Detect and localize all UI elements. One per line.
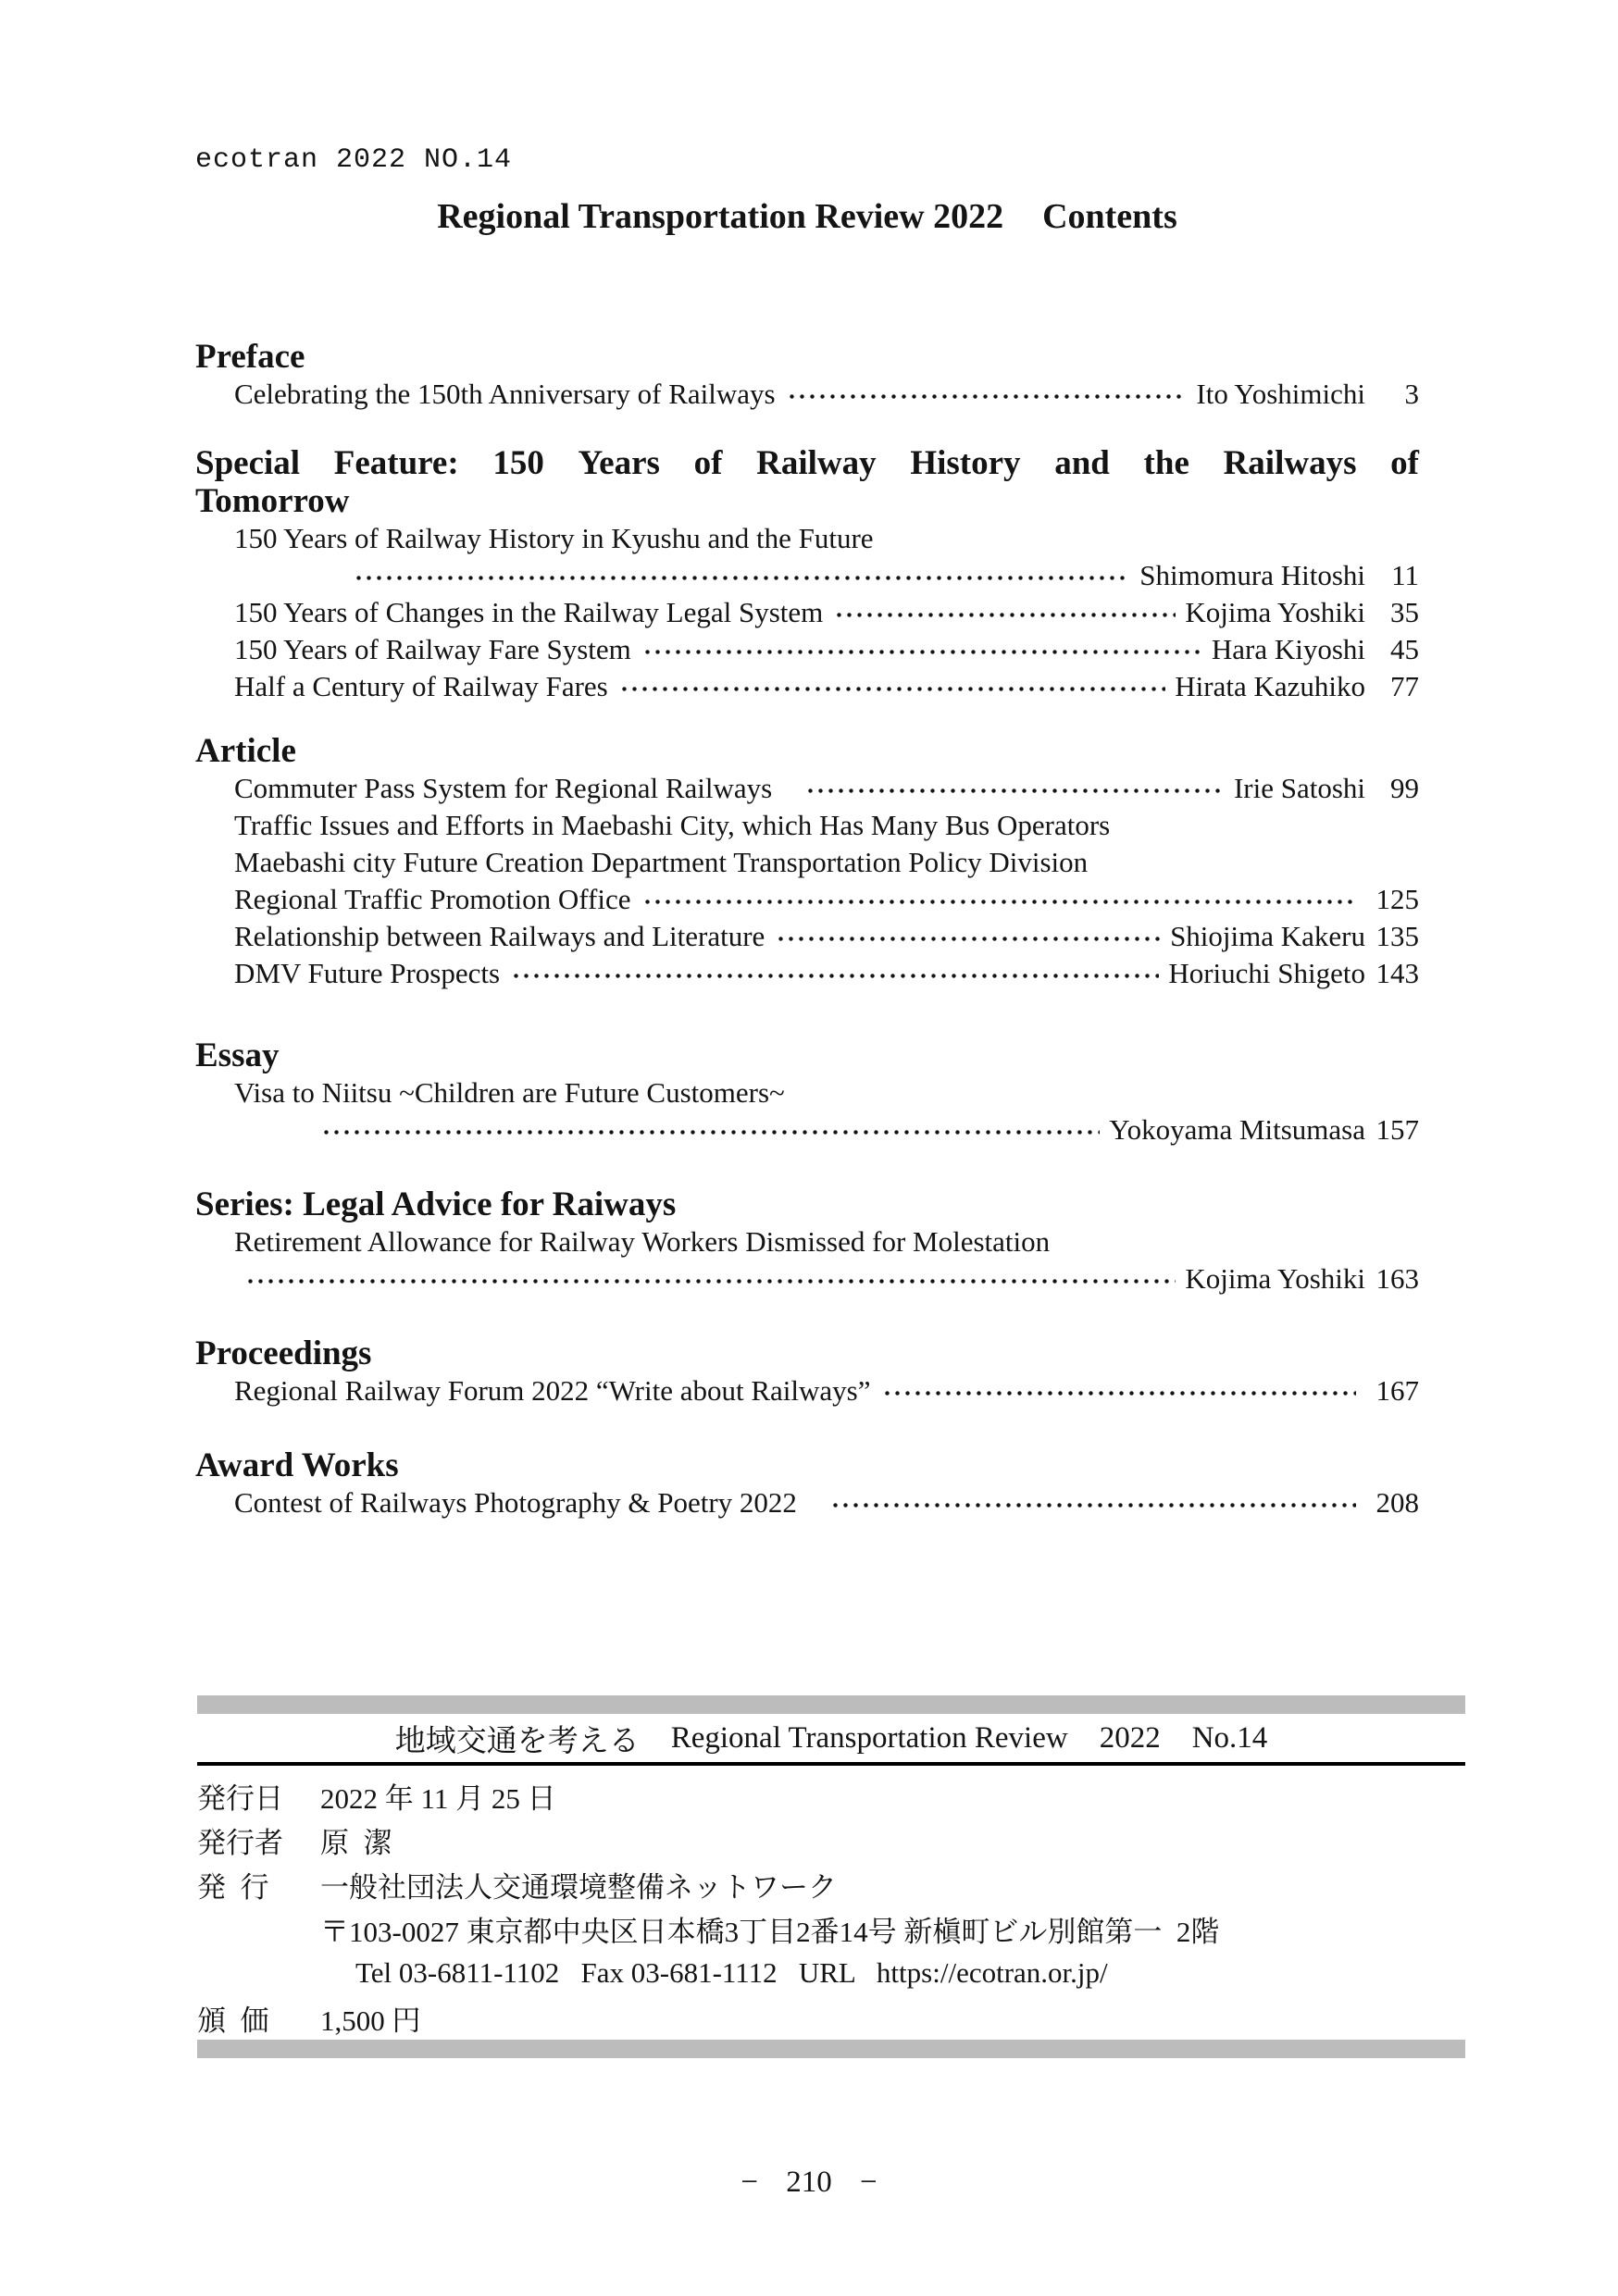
entry-title: 150 Years of Railway History in Kyushu and the Future (234, 522, 874, 554)
entry-title: Traffic Issues and Efforts in Maebashi City, which Has Many Bus Operators (234, 809, 1111, 841)
toc-entry-line (195, 1111, 1419, 1148)
colophon-row-label: 発行者 (197, 1826, 283, 1859)
heading-word: Special (195, 444, 301, 482)
heading-word: 150 (492, 444, 544, 482)
table-of-contents (195, 338, 1419, 1521)
colophon-title-part: 地域交通を考える (394, 1724, 640, 1758)
dot-leader (641, 881, 1356, 918)
entry-title: 150 Years of Railway Fare System (234, 633, 631, 665)
heading-word: Feature: (333, 444, 459, 482)
entry-author: Hara Kiyoshi (1211, 633, 1365, 665)
colophon-row-label: 発行日 (197, 1781, 283, 1815)
colophon-row-value: 一般社団法人交通環境整備ネットワーク (320, 1870, 837, 1904)
heading-word: Railway (756, 444, 877, 482)
colophon-row-value: Tel 03-6811-1102 Fax 03-681-1112 URL https://ecotran.or.jp/ (355, 1956, 1108, 1989)
heading-word: and (1054, 444, 1110, 482)
entry-page-number: 35 (1390, 596, 1419, 628)
entry-page-number: 45 (1390, 633, 1419, 665)
heading-word: the (1143, 444, 1189, 482)
section-heading: Award Works (195, 1446, 399, 1484)
toc-section (195, 1185, 1419, 1297)
toc-entry-line (195, 594, 1419, 631)
colophon-row-value: 2022 年 11 月 25 日 (320, 1781, 556, 1815)
entry-title: Contest of Railways Photography & Poetry 2022 (234, 1486, 797, 1519)
toc-section (195, 1334, 1419, 1409)
entry-author: Yokoyama Mitsumasa (1109, 1113, 1365, 1146)
dot-leader (243, 1260, 1176, 1297)
section-heading: Essay (195, 1036, 280, 1074)
toc-section (195, 732, 1419, 992)
entry-page-number: 77 (1390, 670, 1419, 702)
entry-page-number: 125 (1375, 883, 1419, 915)
toc-entry-line (195, 807, 1419, 844)
entry-title: Maebashi city Future Creation Department Transportation Policy Division (234, 846, 1089, 878)
section-heading (195, 444, 1419, 520)
toc-section (195, 1036, 1419, 1148)
heading-word: History (910, 444, 1021, 482)
colophon-title-part: No.14 (1191, 1720, 1268, 1755)
entry-page-number: 167 (1375, 1374, 1419, 1407)
toc-entry-line (195, 376, 1419, 413)
dot-leader (352, 557, 1130, 594)
entry-page-number: 143 (1375, 957, 1419, 989)
dot-leader (509, 955, 1159, 992)
entry-author: Kojima Yoshiki (1185, 1262, 1365, 1295)
entry-author: Irie Satoshi (1233, 772, 1365, 804)
heading-word: of (1390, 444, 1419, 482)
colophon-row-label: 頒 価 (197, 2004, 269, 2037)
entry-author: Hirata Kazuhiko (1175, 670, 1365, 702)
entry-author: Ito Yoshimichi (1196, 378, 1365, 410)
dot-leader (617, 668, 1166, 705)
section-heading: Proceedings (195, 1334, 372, 1372)
colophon-title-part: 2022 (1099, 1720, 1161, 1755)
colophon-row-value: 〒103-0027 東京都中央区日本橋3丁目2番14号 新槇町ビル別館第一 2階 (320, 1915, 1220, 1948)
entry-author: Horiuchi Shigeto (1168, 957, 1365, 989)
toc-entry-line (195, 770, 1419, 807)
colophon-row-value: 1,500 円 (320, 2004, 421, 2037)
colophon-title-part: Regional Transportation Review (670, 1720, 1068, 1755)
toc-entry-line (195, 1223, 1419, 1260)
entry-title: Retirement Allowance for Railway Workers Dismissed for Molestation (234, 1225, 1051, 1258)
colophon-row (197, 1862, 1465, 1906)
dot-leader (641, 631, 1202, 668)
colophon-row-value: 原 潔 (320, 1826, 392, 1859)
colophon-rows (197, 1766, 1465, 2040)
colophon-row (197, 1995, 1465, 2040)
toc-entry-line (195, 881, 1419, 918)
colophon-title (197, 1714, 1465, 1762)
toc-entry-line (195, 955, 1419, 992)
dot-leader (803, 770, 1225, 807)
entry-author: Shiojima Kakeru (1170, 920, 1365, 952)
toc-entry-line (195, 1260, 1419, 1297)
toc-entry-line (195, 1372, 1419, 1409)
page-title-suffix: Contents (1042, 197, 1177, 236)
toc-section (195, 1446, 1419, 1521)
toc-entry-line (195, 844, 1419, 881)
entry-title: Regional Railway Forum 2022 “Write about Railways” (234, 1374, 871, 1407)
entry-title: Half a Century of Railway Fares (234, 670, 608, 702)
toc-entry-line (195, 520, 1419, 557)
toc-entry-line (195, 1074, 1419, 1111)
section-heading-line: Tomorrow (195, 482, 350, 520)
page-title (195, 196, 1419, 237)
toc-entry-line (195, 668, 1419, 705)
heading-word: of (693, 444, 723, 482)
entry-author: Shimomura Hitoshi (1139, 559, 1365, 591)
entry-author: Kojima Yoshiki (1185, 596, 1365, 628)
heading-word: Railways (1223, 444, 1357, 482)
dot-leader (774, 918, 1161, 955)
divider-bar-top (197, 1695, 1465, 1714)
dot-leader (832, 594, 1176, 631)
entry-title: Commuter Pass System for Regional Railways (234, 772, 773, 804)
dot-leader (828, 1484, 1356, 1521)
issue-header: ecotran 2022 NO.14 (195, 144, 513, 176)
entry-title: 150 Years of Changes in the Railway Legal System (234, 596, 824, 628)
dot-leader (319, 1111, 1100, 1148)
colophon (197, 1695, 1465, 2058)
entry-title: DMV Future Prospects (234, 957, 501, 989)
entry-title: Celebrating the 150th Anniversary of Railways (234, 378, 776, 410)
entry-title: Visa to Niitsu ~Children are Future Customers~ (234, 1076, 785, 1109)
colophon-row-label: 発 行 (197, 1870, 269, 1904)
entry-page-number: 163 (1375, 1262, 1419, 1295)
colophon-row (197, 1906, 1465, 1951)
entry-page-number: 3 (1404, 378, 1419, 410)
section-heading: Series: Legal Advice for Raiways (195, 1185, 677, 1223)
entry-page-number: 99 (1390, 772, 1419, 804)
page-title-main: Regional Transportation Review 2022 (437, 197, 1004, 236)
entry-page-number: 208 (1375, 1486, 1419, 1519)
toc-entry-line (195, 1484, 1419, 1521)
section-heading-line (195, 444, 1419, 482)
entry-page-number: 157 (1375, 1113, 1419, 1146)
entry-page-number: 135 (1375, 920, 1419, 952)
page-number: − 210 − (741, 2166, 877, 2199)
colophon-row (197, 1951, 1465, 1995)
toc-entry-line (195, 918, 1419, 955)
toc-section (195, 444, 1419, 705)
dot-leader (880, 1372, 1357, 1409)
entry-page-number: 11 (1391, 559, 1419, 591)
toc-entry-line (195, 631, 1419, 668)
colophon-row (197, 1818, 1465, 1862)
dot-leader (785, 376, 1188, 413)
heading-word: Years (578, 444, 660, 482)
entry-title: Relationship between Railways and Literature (234, 920, 765, 952)
section-heading: Article (195, 732, 296, 770)
entry-title: Regional Traffic Promotion Office (234, 883, 631, 915)
toc-section (195, 338, 1419, 413)
section-heading: Preface (195, 338, 305, 376)
toc-entry-line (195, 557, 1419, 594)
colophon-row (197, 1773, 1465, 1818)
divider-bar-bottom (197, 2040, 1465, 2058)
